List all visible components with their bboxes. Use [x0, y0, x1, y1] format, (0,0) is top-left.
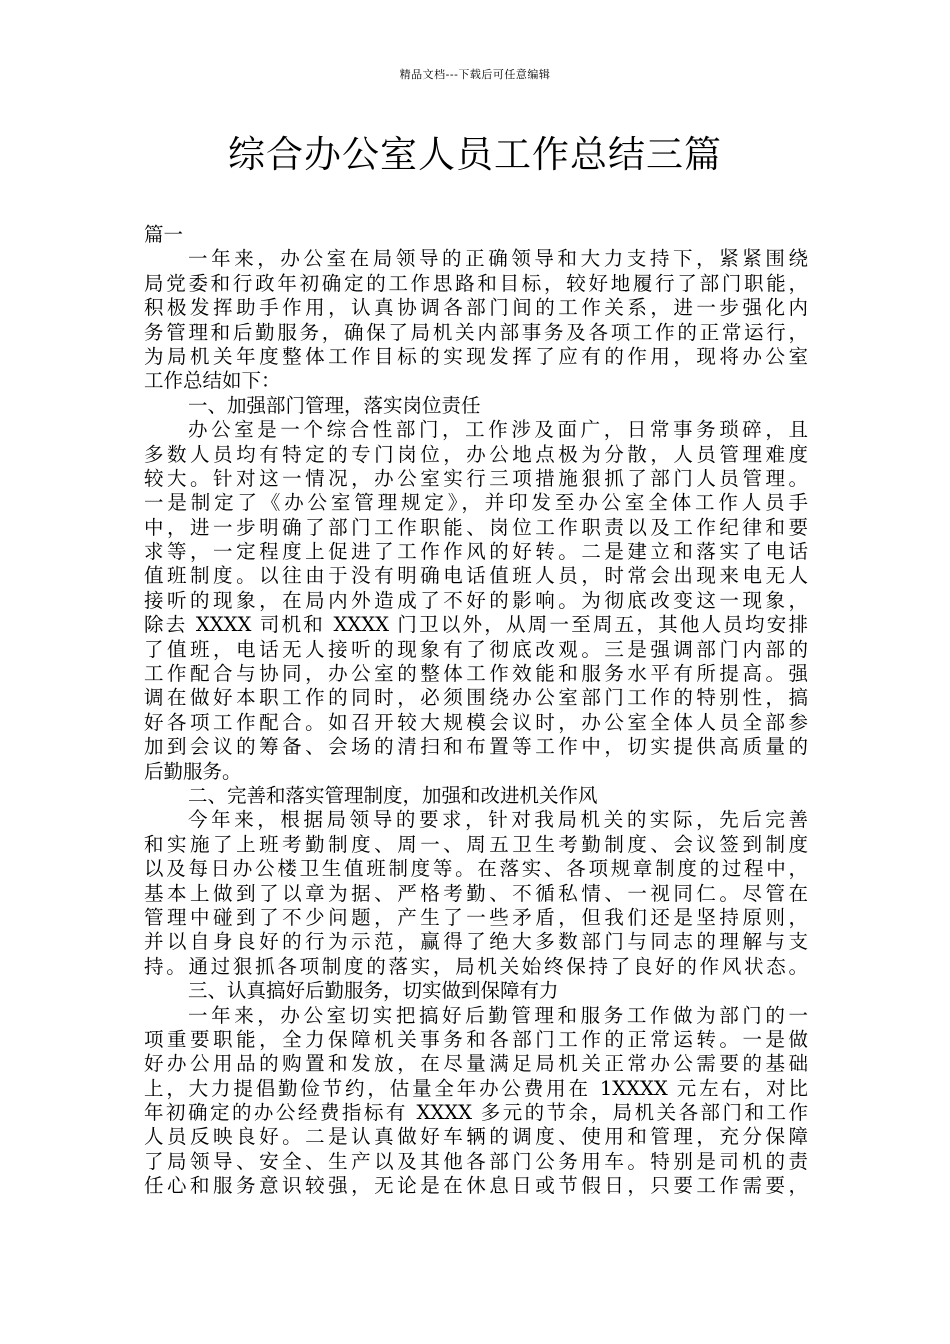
text-line: 基本上做到了以章为据、严格考勤、不循私情、一视同仁。尽管在 — [144, 881, 808, 905]
document-body — [144, 223, 808, 1199]
document-title: 综合办公室人员工作总结三篇 — [228, 133, 722, 176]
text-line: 上，大力提倡勤俭节约，估量全年办公费用在 1XXXX 元左右，对比 — [144, 1076, 808, 1100]
text-line: 加到会议的筹备、会场的清扫和布置等工作中，切实提供高质量的 — [144, 735, 808, 759]
text-line: 任心和服务意识较强，无论是在休息日或节假日，只要工作需要， — [144, 1174, 808, 1198]
text-line: 为局机关年度整体工作目标的实现发挥了应有的作用，现将办公室 — [144, 344, 808, 368]
text-line: 办公室是一个综合性部门，工作涉及面广，日常事务琐碎，且 — [188, 418, 808, 442]
text-line: 较大。针对这一情况，办公室实行三项措施狠抓了部门人员管理。 — [144, 466, 808, 490]
text-line: 项重要职能，全力保障机关事务和各部门工作的正常运转。一是做 — [144, 1027, 808, 1051]
section-label: 篇一 — [144, 223, 184, 246]
text-line: 除去 XXXX 司机和 XXXX 门卫以外，从周一至周五，其他人员均安排 — [144, 613, 808, 637]
text-line: 二、完善和落实管理制度，加强和改进机关作风 — [188, 783, 598, 807]
text-line: 值班制度。以往由于没有明确电话值班人员，时常会出现来电无人 — [144, 564, 808, 588]
text-line: 求等，一定程度上促进了工作作风的好转。二是建立和落实了电话 — [144, 540, 808, 564]
page-header-note: 精品文档---下载后可任意编辑 — [399, 68, 551, 81]
text-line: 中，进一步明确了部门工作职能、岗位工作职责以及工作纪律和要 — [144, 515, 808, 539]
text-line: 年初确定的办公经费指标有 XXXX 多元的节余，局机关各部门和工作 — [144, 1101, 808, 1125]
text-line: 一是制定了《办公室管理规定》，并印发至办公室全体工作人员手 — [144, 491, 808, 515]
text-line: 后勤服务。 — [144, 759, 242, 783]
text-line: 好各项工作配合。如召开较大规模会议时，办公室全体人员全部参 — [144, 710, 808, 734]
text-line: 三、认真搞好后勤服务，切实做到保障有力 — [188, 979, 559, 1003]
text-line: 今年来，根据局领导的要求，针对我局机关的实际，先后完善 — [188, 808, 808, 832]
text-line: 了值班，电话无人接听的现象有了彻底改观。三是强调部门内部的 — [144, 637, 808, 661]
text-line: 一、加强部门管理，落实岗位责任 — [188, 393, 481, 417]
text-line: 调在做好本职工作的同时，必须围绕办公室部门工作的特别性，搞 — [144, 686, 808, 710]
text-line: 多数人员均有特定的专门岗位，办公地点极为分散，人员管理难度 — [144, 442, 808, 466]
text-line: 一年来，办公室在局领导的正确领导和大力支持下，紧紧围绕 — [188, 247, 808, 271]
text-line: 工作总结如下： — [144, 369, 281, 393]
text-line: 一年来，办公室切实把搞好后勤管理和服务工作做为部门的一 — [188, 1003, 808, 1027]
text-line: 局党委和行政年初确定的工作思路和目标，较好地履行了部门职能， — [144, 271, 808, 295]
text-line: 了局领导、安全、生产以及其他各部门公务用车。特别是司机的责 — [144, 1149, 808, 1173]
text-line: 持。通过狠抓各项制度的落实，局机关始终保持了良好的作风状态。 — [144, 954, 808, 978]
text-line: 并以自身良好的行为示范，赢得了绝大多数部门与同志的理解与支 — [144, 930, 808, 954]
text-line: 以及每日办公楼卫生值班制度等。在落实、各项规章制度的过程中， — [144, 857, 808, 881]
text-line: 管理中碰到了不少问题，产生了一些矛盾，但我们还是坚持原则， — [144, 905, 808, 929]
text-line: 务管理和后勤服务，确保了局机关内部事务及各项工作的正常运行， — [144, 320, 808, 344]
text-line: 工作配合与协同，办公室的整体工作效能和服务水平有所提高。强 — [144, 662, 808, 686]
text-line: 人员反映良好。二是认真做好车辆的调度、使用和管理，充分保障 — [144, 1125, 808, 1149]
text-line: 好办公用品的购置和发放，在尽量满足局机关正常办公需要的基础 — [144, 1052, 808, 1076]
text-line: 接听的现象，在局内外造成了不好的影响。为彻底改变这一现象， — [144, 588, 808, 612]
text-line: 和实施了上班考勤制度、周一、周五卫生考勤制度、会议签到制度 — [144, 832, 808, 856]
text-line: 积极发挥助手作用，认真协调各部门间的工作关系，进一步强化内 — [144, 296, 808, 320]
